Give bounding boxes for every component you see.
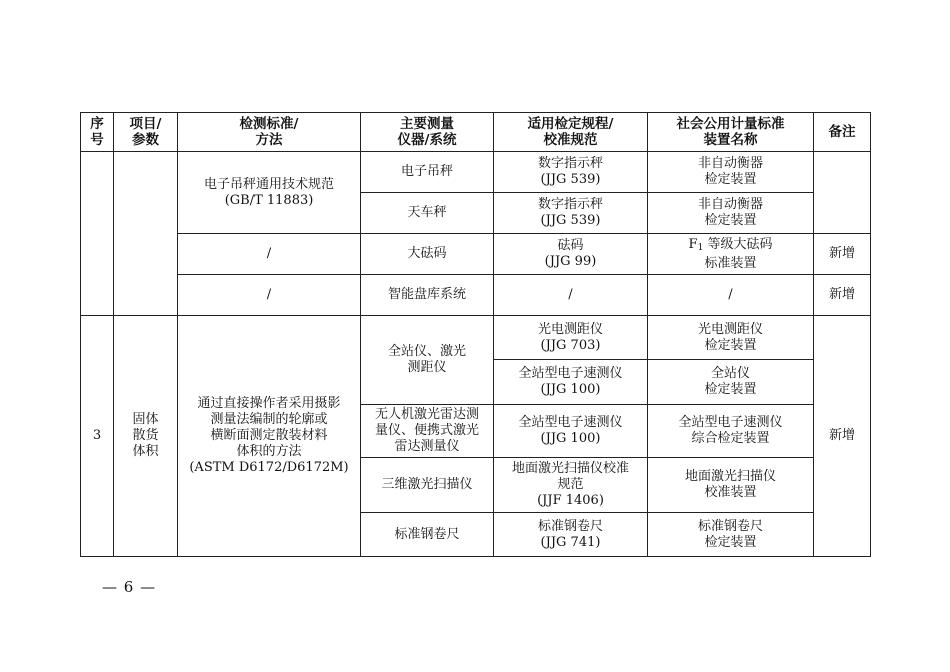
item-cell-empty: [114, 152, 178, 316]
procedure-cell: 光电测距仪 (JJG 703): [494, 316, 648, 360]
note-cell: 新增: [814, 316, 871, 557]
table-row: [81, 275, 871, 316]
seq-cell-empty: [81, 152, 114, 316]
instrument-cell: 智能盘库系统: [361, 275, 494, 316]
standard-cell: /: [178, 275, 361, 316]
instrument-cell: 三维激光扫描仪: [361, 458, 494, 513]
note-cell: 新增: [814, 234, 871, 275]
device-cell: 全站仪 检定装置: [648, 360, 814, 405]
table-row: [81, 152, 871, 193]
instrument-cell: 天车秤: [361, 193, 494, 234]
instrument-cell: 电子吊秤: [361, 152, 494, 193]
instrument-cell: 无人机激光雷达测 量仪、便携式激光 雷达测量仪: [361, 405, 494, 458]
header-item: 项目/ 参数: [114, 113, 178, 152]
header-standard: 检测标准/ 方法: [178, 113, 361, 152]
procedure-cell: 地面激光扫描仪校准 规范 (JJF 1406): [494, 458, 648, 513]
standard-cell: 电子吊秤通用技术规范 (GB/T 11883): [178, 152, 361, 234]
device-cell: /: [648, 275, 814, 316]
table-row: [81, 234, 871, 275]
header-device: 社会公用计量标准 装置名称: [648, 113, 814, 152]
standard-cell: /: [178, 234, 361, 275]
header-procedure: 适用检定规程/ 校准规范: [494, 113, 648, 152]
procedure-cell: 全站型电子速测仪 (JJG 100): [494, 360, 648, 405]
instrument-cell: 大砝码: [361, 234, 494, 275]
procedure-cell: 数字指示秤 (JJG 539): [494, 152, 648, 193]
page-number: — 6 —: [102, 578, 157, 596]
note-cell: 新增: [814, 275, 871, 316]
device-cell: 非自动衡器 检定装置: [648, 193, 814, 234]
header-note: 备注: [814, 113, 871, 152]
standards-table: [80, 112, 871, 557]
procedure-cell: /: [494, 275, 648, 316]
header-seq: 序 号: [81, 113, 114, 152]
procedure-cell: 砝码 (JJG 99): [494, 234, 648, 275]
procedure-cell: 数字指示秤 (JJG 539): [494, 193, 648, 234]
instrument-cell: 全站仪、激光 测距仪: [361, 316, 494, 405]
procedure-cell: 标准钢卷尺 (JJG 741): [494, 513, 648, 557]
seq-cell: 3: [81, 316, 114, 557]
standard-cell: 通过直接操作者采用摄影 测量法编制的轮廓或 横断面测定散装材料 体积的方法 (ASTM D6172/D6172M): [178, 316, 361, 557]
item-cell: 固体 散货 体积: [114, 316, 178, 557]
instrument-cell: 标准钢卷尺: [361, 513, 494, 557]
device-cell: $F_1$ 等级大砝码 标准装置: [648, 234, 814, 275]
header-row: [81, 113, 871, 152]
table-row: [81, 316, 871, 360]
procedure-cell: 全站型电子速测仪 (JJG 100): [494, 405, 648, 458]
device-cell: 标准钢卷尺 检定装置: [648, 513, 814, 557]
device-cell: 光电测距仪 检定装置: [648, 316, 814, 360]
device-cell: 非自动衡器 检定装置: [648, 152, 814, 193]
header-instrument: 主要测量 仪器/系统: [361, 113, 494, 152]
note-cell-empty: [814, 152, 871, 234]
device-cell: 全站型电子速测仪 综合检定装置: [648, 405, 814, 458]
device-cell: 地面激光扫描仪 校准装置: [648, 458, 814, 513]
